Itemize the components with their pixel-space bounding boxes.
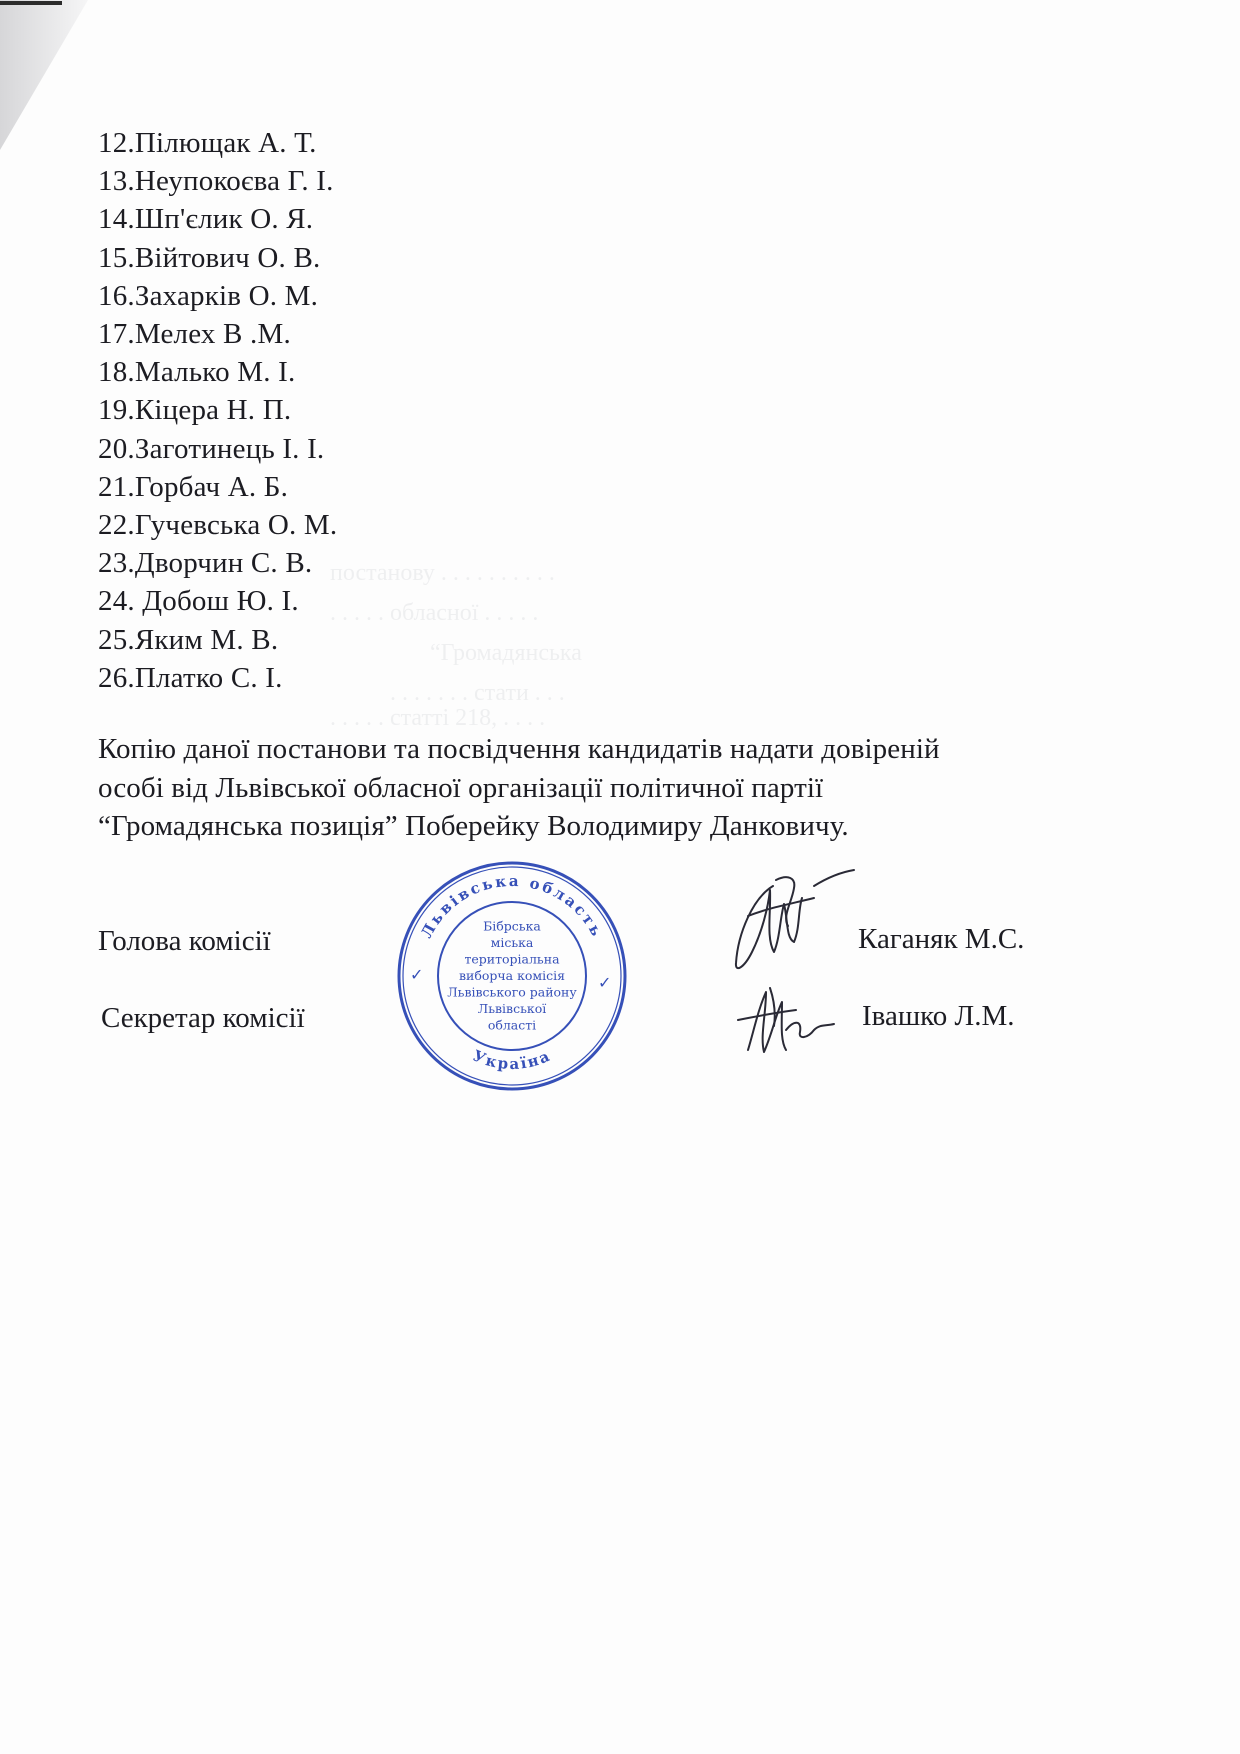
show-through-text: “Громадянська	[430, 640, 582, 666]
candidate-item: 25.Яким М. В.	[98, 623, 279, 656]
stamp-inner-line: територіальна	[464, 951, 560, 967]
show-through-text: . . . . . статті 218, . . . .	[330, 705, 546, 731]
candidate-item: 26.Платко С. І.	[98, 661, 283, 694]
instruction-line: “Громадянська позиція” Поберейку Володимиру Данковичу.	[98, 810, 849, 842]
candidate-item: 15.Війтович О. В.	[98, 241, 321, 274]
chair-name: Каганяк М.С.	[858, 923, 1025, 955]
candidate-item: 22.Гучевська О. М.	[98, 509, 338, 542]
stamp-inner-line: Бібрська	[483, 918, 541, 934]
stamp-country-text: Україна	[470, 1046, 554, 1074]
chair-signature	[718, 868, 858, 978]
secretary-name: Івашко Л.М.	[862, 1000, 1015, 1032]
candidate-item: 17.Мелех В .М.	[98, 318, 291, 351]
instruction-paragraph	[98, 730, 1098, 846]
candidate-item: 23.Дворчин С. В.	[98, 547, 313, 580]
candidate-list	[98, 124, 337, 697]
candidate-item: 18.Малько М. І.	[98, 356, 296, 389]
stamp-inner-line: Львівської	[477, 1001, 547, 1016]
candidate-item: 24. Добош Ю. І.	[98, 585, 299, 618]
stamp-inner-line: міська	[490, 935, 534, 950]
stamp-inner-line: Львівського району	[447, 984, 577, 1000]
stamp-inner-line: області	[487, 1017, 537, 1033]
candidate-item: 19.Кіцера Н. П.	[98, 394, 292, 427]
instruction-line: особі від Львівської обласної організації політичної партії	[98, 771, 824, 804]
candidate-item: 20.Заготинець І. І.	[98, 432, 325, 465]
candidate-item: 13.Неупокоєва Г. І.	[98, 165, 334, 198]
candidate-item: 16.Захарків О. М.	[98, 279, 319, 312]
show-through-text: . . . . . . . стати . . .	[390, 680, 565, 706]
show-through-text: . . . . . обласної . . . . .	[330, 600, 539, 626]
secretary-title: Секретар комісії	[101, 1002, 305, 1034]
candidate-item: 14.Шп'єлик О. Я.	[98, 203, 314, 236]
candidate-item: 21.Горбач А. Б.	[98, 470, 289, 503]
stamp-region-text: Львівська область	[417, 871, 607, 942]
stamp-inner-line: виборча комісія	[458, 968, 566, 983]
stamp-check-mark-left: ✓	[410, 965, 424, 984]
secretary-signature	[730, 980, 840, 1060]
instruction-line: Копію даної постанови та посвідчення кандидатів надати довіреній	[98, 733, 940, 765]
chair-title: Голова комісії	[98, 925, 271, 957]
stamp-commission-text	[447, 919, 577, 1033]
scan-fold-shadow	[0, 0, 95, 150]
candidate-item: 12.Пілющак А. Т.	[98, 127, 317, 159]
show-through-text: постанову . . . . . . . . . .	[330, 560, 555, 586]
stamp-check-mark-right: ✓	[598, 973, 612, 992]
official-stamp	[393, 857, 631, 1095]
